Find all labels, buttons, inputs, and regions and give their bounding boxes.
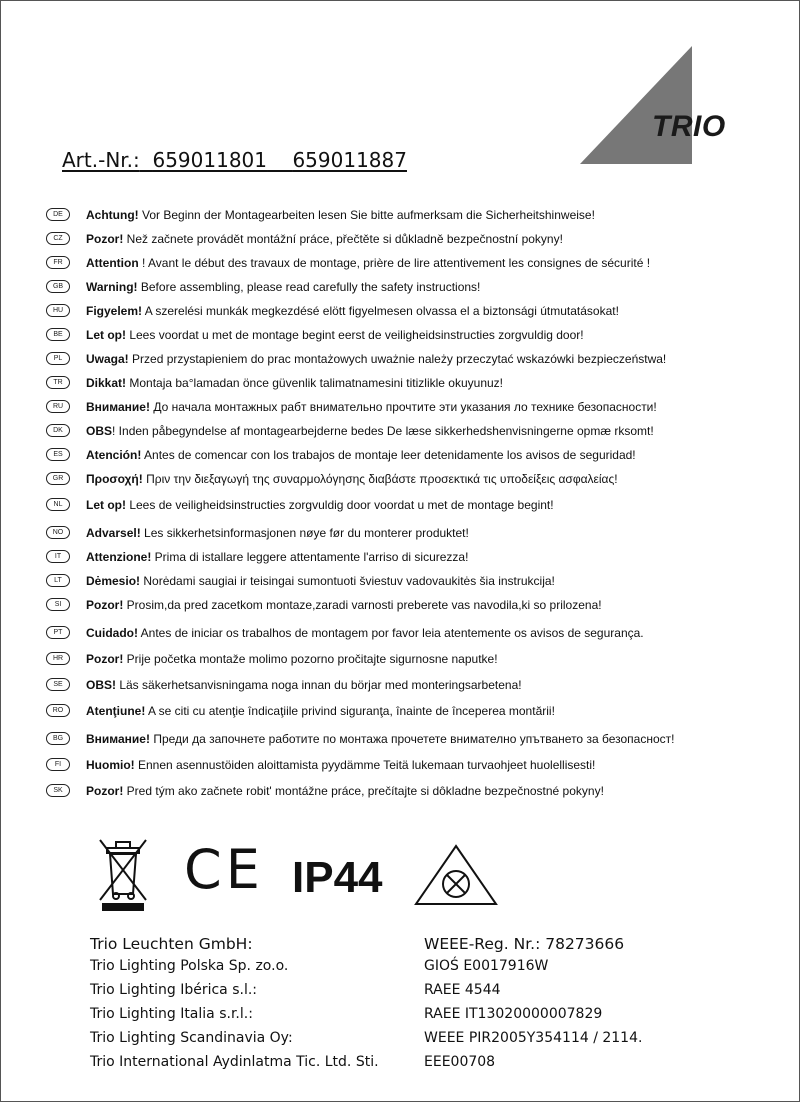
ce-mark: CE xyxy=(184,838,264,901)
company-row xyxy=(90,956,770,980)
trio-logo-text: TRIO xyxy=(652,110,726,143)
warning-keyword: Let op! xyxy=(86,328,126,342)
warning-message: Pred tým ako začnete robit' montážne práce, prečítajte si dôkladne bezpečnostné pokyny! xyxy=(123,784,604,798)
company-registration-number: RAEE 4544 xyxy=(424,982,501,998)
country-badge: HU xyxy=(46,304,70,317)
warning-keyword: Uwaga! xyxy=(86,352,129,366)
article-label: Art.-Nr.: xyxy=(62,148,140,172)
company-registration-number: GIOŚ E0017916W xyxy=(424,958,549,974)
country-badge: SI xyxy=(46,598,70,611)
warning-keyword: Atención! xyxy=(86,448,142,462)
warning-text xyxy=(86,326,584,344)
country-badge: HR xyxy=(46,652,70,665)
company-registration-number: EEE00708 xyxy=(424,1054,496,1070)
warning-message: Prosim,da pred zacetkom montaze,zaradi varnosti preberete vas navodila,ki so prilozena! xyxy=(123,598,602,612)
company-name: Trio Lighting Scandinavia Oy: xyxy=(90,1030,293,1046)
company-row xyxy=(90,1004,770,1028)
warning-keyword: Pozor! xyxy=(86,598,124,612)
warning-text xyxy=(86,230,563,248)
country-badge: PL xyxy=(46,352,70,365)
warning-message: Lees de veiligheidsinstructies zorgvuldig door voordat u met de montage begint! xyxy=(126,498,554,512)
country-badge: RU xyxy=(46,400,70,413)
warning-message: Montaja ba°lamadan önce güvenlik talimatnamesini titizlikle okuyunuz! xyxy=(126,376,504,390)
warning-message: ! Inden påbegyndelse af montagearbejderne bedes De læse sikkerhedshenvisningerne opmæ rksomt! xyxy=(112,424,654,438)
country-badge: TR xyxy=(46,376,70,389)
company-registration-number: WEEE PIR2005Y354114 / 2114. xyxy=(424,1030,643,1046)
thermal-insulation-warning-icon xyxy=(416,846,496,904)
warning-message: Läs säkerhetsanvisningama noga innan du börjar med monteringsarbetena! xyxy=(116,678,522,692)
warning-keyword: Advarsel! xyxy=(86,526,141,540)
article-number-1: 659011801 xyxy=(152,148,268,172)
warning-message: Before assembling, please read carefully the safety instructions! xyxy=(137,280,481,294)
company-name: Trio Lighting Polska Sp. zo.o. xyxy=(90,958,289,974)
warning-text xyxy=(86,206,595,224)
warning-text xyxy=(86,496,554,514)
trio-logo-triangle xyxy=(580,46,692,164)
country-badge: CZ xyxy=(46,232,70,245)
warning-keyword: Attention xyxy=(86,256,139,270)
warning-keyword: Внимание! xyxy=(86,400,150,414)
country-badge: NO xyxy=(46,526,70,539)
warning-keyword: OBS xyxy=(86,424,113,438)
warning-message: До начала монтажных рабт внимательно прочтите эти указания ло технике безопасности! xyxy=(149,400,657,414)
company-row xyxy=(90,1028,770,1052)
country-badge: PT xyxy=(46,626,70,639)
warning-text xyxy=(86,782,604,800)
warning-text xyxy=(86,254,650,272)
company-row xyxy=(90,980,770,1004)
warning-text xyxy=(86,730,674,748)
warning-keyword: Achtung! xyxy=(86,208,139,222)
ip-rating: IP44 xyxy=(292,853,383,902)
country-badge: DE xyxy=(46,208,70,221)
warning-keyword: Pozor! xyxy=(86,232,124,246)
warning-message: Norėdami saugiai ir teisingai sumontuoti šviestuv vadovaukitės šia instrukcija! xyxy=(140,574,555,588)
warning-message: Πριν την διεξαγωγή της συναρμολόγησης διαβάστε προσεκτικά τις υποδείξεις ασφαλείας! xyxy=(142,472,618,486)
warning-message: Lees voordat u met de montage begint eerst de veiligheidsinstructies zorgvuldig door! xyxy=(126,328,584,342)
warning-text xyxy=(86,548,468,566)
company-name: Trio International Aydinlatma Tic. Ltd. Sti. xyxy=(90,1054,379,1070)
warning-text xyxy=(86,350,666,368)
warning-text xyxy=(86,524,469,542)
weee-crossed-bin-icon xyxy=(100,840,146,911)
country-badge: FI xyxy=(46,758,70,771)
country-badge: FR xyxy=(46,256,70,269)
warning-message: A se citi cu atenţie îndicaţiile privind siguranţa, înainte de începerea montării! xyxy=(145,704,555,718)
company-name: Trio Lighting Ibérica s.l.: xyxy=(90,982,257,998)
warning-message: Ennen asennustöiden aloittamista pyydämme Teitä lukemaan turvaohjeet huolellisesti! xyxy=(134,758,596,772)
country-badge: RO xyxy=(46,704,70,717)
warning-keyword: Προσοχή! xyxy=(86,472,143,486)
warning-keyword: Dėmesio! xyxy=(86,574,141,588)
company-registration-number: RAEE IT13020000007829 xyxy=(424,1006,603,1022)
warning-keyword: Attenzione! xyxy=(86,550,152,564)
warning-message: Преди да започнете работите по монтажа прочетете внимателно упътването за безопасност! xyxy=(149,732,675,746)
warning-text xyxy=(86,596,602,614)
warning-message: Prije početka montaže molimo pozorno pročitajte sigurnosne naputke! xyxy=(123,652,498,666)
warning-message: A szerelési munkák megkezdésé elött figyelmesen olvassa el a biztonsági útmutatásokat! xyxy=(142,304,619,318)
company-name: Trio Lighting Italia s.r.l.: xyxy=(90,1006,253,1022)
warning-text xyxy=(86,702,555,720)
warning-text xyxy=(86,470,618,488)
warning-text xyxy=(86,650,498,668)
warning-message: Antes de iniciar os trabalhos de montagem por favor leia atentemente os avisos de segurança. xyxy=(138,626,644,640)
country-badge: BE xyxy=(46,328,70,341)
warning-message: Les sikkerhetsinformasjonen nøye før du monterer produktet! xyxy=(140,526,469,540)
warning-message: ! Avant le début des travaux de montage, prière de lire attentivement les consignes de sécurité ! xyxy=(138,256,651,270)
warning-keyword: Pozor! xyxy=(86,784,124,798)
company-row xyxy=(90,1052,770,1076)
country-badge: GB xyxy=(46,280,70,293)
warning-keyword: Cuidado! xyxy=(86,626,138,640)
country-badge: NL xyxy=(46,498,70,511)
warning-keyword: Figyelem! xyxy=(86,304,143,318)
company-registration-number: WEEE-Reg. Nr.: 78273666 xyxy=(424,935,625,953)
country-badge: LT xyxy=(46,574,70,587)
warning-message: Než začnete provádět montážní práce, přečtěte si důkladně bezpečnostní pokyny! xyxy=(123,232,563,246)
warning-message: Prima di istallare leggere attentamente l'arriso di sicurezza! xyxy=(151,550,469,564)
country-badge: SK xyxy=(46,784,70,797)
warning-message: Antes de comencar con los trabajos de montaje leer detenidamente los avisos de seguridad! xyxy=(141,448,636,462)
country-badge: ES xyxy=(46,448,70,461)
country-badge: GR xyxy=(46,472,70,485)
warning-keyword: Atenţiune! xyxy=(86,704,146,718)
company-name: Trio Leuchten GmbH: xyxy=(90,935,253,953)
article-number-2: 659011887 xyxy=(292,148,407,172)
warning-message: Vor Beginn der Montagearbeiten lesen Sie bitte aufmerksam die Sicherheitshinweise! xyxy=(138,208,595,222)
warning-text xyxy=(86,422,654,440)
warning-text xyxy=(86,278,480,296)
warning-keyword: OBS! xyxy=(86,678,116,692)
warning-text xyxy=(86,446,636,464)
warning-keyword: Let op! xyxy=(86,498,126,512)
warning-text xyxy=(86,572,555,590)
warning-keyword: Huomio! xyxy=(86,758,135,772)
warning-keyword: Внимание! xyxy=(86,732,150,746)
warning-text xyxy=(86,302,619,320)
company-row xyxy=(90,934,770,958)
country-badge: BG xyxy=(46,732,70,745)
warning-text xyxy=(86,756,595,774)
warning-text xyxy=(86,374,503,392)
country-badge: IT xyxy=(46,550,70,563)
warning-keyword: Warning! xyxy=(86,280,138,294)
country-badge: SE xyxy=(46,678,70,691)
warning-text xyxy=(86,624,644,642)
warning-text xyxy=(86,398,657,416)
warning-message: Przed przystapieniem do prac montażowych uważnie należy przeczytać wskazówki bezpieczeństwa! xyxy=(128,352,667,366)
country-badge: DK xyxy=(46,424,70,437)
warning-keyword: Dikkat! xyxy=(86,376,127,390)
article-number xyxy=(62,148,407,172)
warning-keyword: Pozor! xyxy=(86,652,124,666)
warning-text xyxy=(86,676,522,694)
